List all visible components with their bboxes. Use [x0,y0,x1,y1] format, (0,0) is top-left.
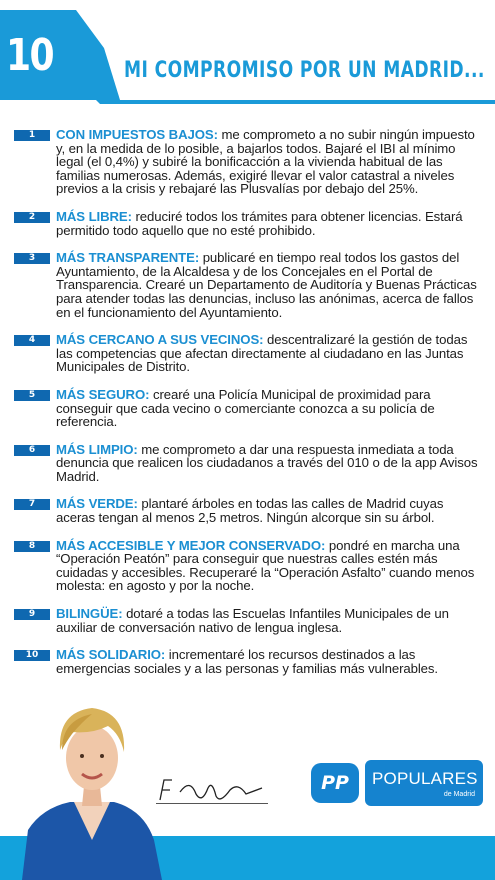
list-item [0,443,495,484]
item-text [56,333,483,374]
pp-logo-sub: de Madrid [443,791,475,798]
item-number-badge: 7 [14,499,50,510]
item-text [56,648,483,675]
list-item [0,388,495,429]
item-heading: MÁS SOLIDARIO: [56,647,166,663]
item-body: crearé una Policía Municipal de proximidad para conseguir que cada vecino o comerciante conozca a su policía de referencia. [56,386,435,430]
item-number-badge: 10 [14,650,50,661]
header-number: 10 [6,30,53,81]
item-number-badge: 1 [14,130,50,141]
signature-line [156,803,268,804]
item-text [56,539,483,593]
item-body: dotaré a todas las Escuelas Infantiles Municipales de un auxiliar de conversación nativo de lengua inglesa. [56,606,449,635]
item-number-badge: 5 [14,390,50,401]
item-body: me comprometo a no subir ningún impuesto y, en la medida de lo posible, a bajarlos todos. Bajaré el IBI al mínimo legal (el 0,4%) y subiré la bonificacción a la vivienda habitual de las familias numerosas. Además, exigiré llevar el valor catastral a niveles previos a la crisis y rebajaré las Plusvalías por debajo del 25%. [56,127,475,197]
list-item [0,497,495,524]
item-heading: MÁS CERCANO A SUS VECINOS: [56,332,264,348]
candidate-photo [22,690,162,880]
item-text [56,497,483,524]
pp-logo-name: POPULARES [372,769,478,788]
commitment-list [0,128,495,689]
item-text [56,443,483,484]
item-body: reduciré todos los trámites para obtener licencias. Estará permitido todo aquello que no esté prohibido. [56,208,463,238]
item-heading: MÁS LIMPIO: [56,441,138,457]
item-body: pondré en marcha una “Operación Peatón” para conseguir que nuestras calles estén más cuidadas y accesibles. Recuperaré la “Operación Asfalto” cuando menos molesta: en agosto y por la noche. [56,537,475,594]
pp-logo-mark: PP [311,763,359,803]
item-body: me comprometo a dar una respuesta inmediata a toda denuncia que realicen los ciudadanos a través del 010 o de la app Avisos Madrid. [56,441,478,484]
item-number-badge: 3 [14,253,50,264]
item-text [56,607,483,634]
item-number-badge: 4 [14,335,50,346]
item-body: publicaré en tiempo real todos los gastos del Ayuntamiento, de la Alcaldesa y de los Concejales en el Portal de Transparencia. Crearé un Departamento de Auditoría y Buenas Prácticas para atender todas las denuncias, incluso las anónimas, acerca de fallos en el funcionamiento del Ayuntamiento. [56,250,477,320]
item-text [56,128,483,196]
signature [150,770,280,810]
item-body: descentralizaré la gestión de todas las competencias que afectan directamente al ciudadano en las Juntas Municipales de Distrito. [56,332,468,375]
list-item [0,210,495,237]
header [0,0,495,104]
item-heading: BILINGÜE: [56,606,123,622]
item-heading: MÁS SEGURO: [56,386,150,402]
page-title: MI COMPROMISO POR UN MADRID... [124,58,485,83]
pp-logo-wordmark [365,760,483,806]
item-body: incrementaré los recursos destinados a las emergencias sociales y a las personas y familias más vulnerables. [56,647,438,676]
list-item [0,607,495,634]
list-item [0,251,495,319]
item-heading: MÁS ACCESIBLE Y MEJOR CONSERVADO: [56,537,326,553]
item-heading: MÁS TRANSPARENTE: [56,250,200,266]
item-heading: CON IMPUESTOS BAJOS: [56,127,218,142]
item-text [56,251,483,319]
item-number-badge: 6 [14,445,50,456]
item-text [56,210,483,237]
item-number-badge: 9 [14,609,50,620]
list-item [0,128,495,196]
list-item [0,648,495,675]
header-banner [0,0,495,104]
list-item [0,539,495,593]
item-heading: MÁS VERDE: [56,496,138,512]
item-body: plantaré árboles en todas las calles de Madrid cuyas aceras tengan al menos 2,5 metros. Ningún alcorque sin su árbol. [56,496,444,526]
item-heading: MÁS LIBRE: [56,208,132,224]
item-number-badge: 8 [14,541,50,552]
list-item [0,333,495,374]
item-number-badge: 2 [14,212,50,223]
item-text [56,388,483,429]
